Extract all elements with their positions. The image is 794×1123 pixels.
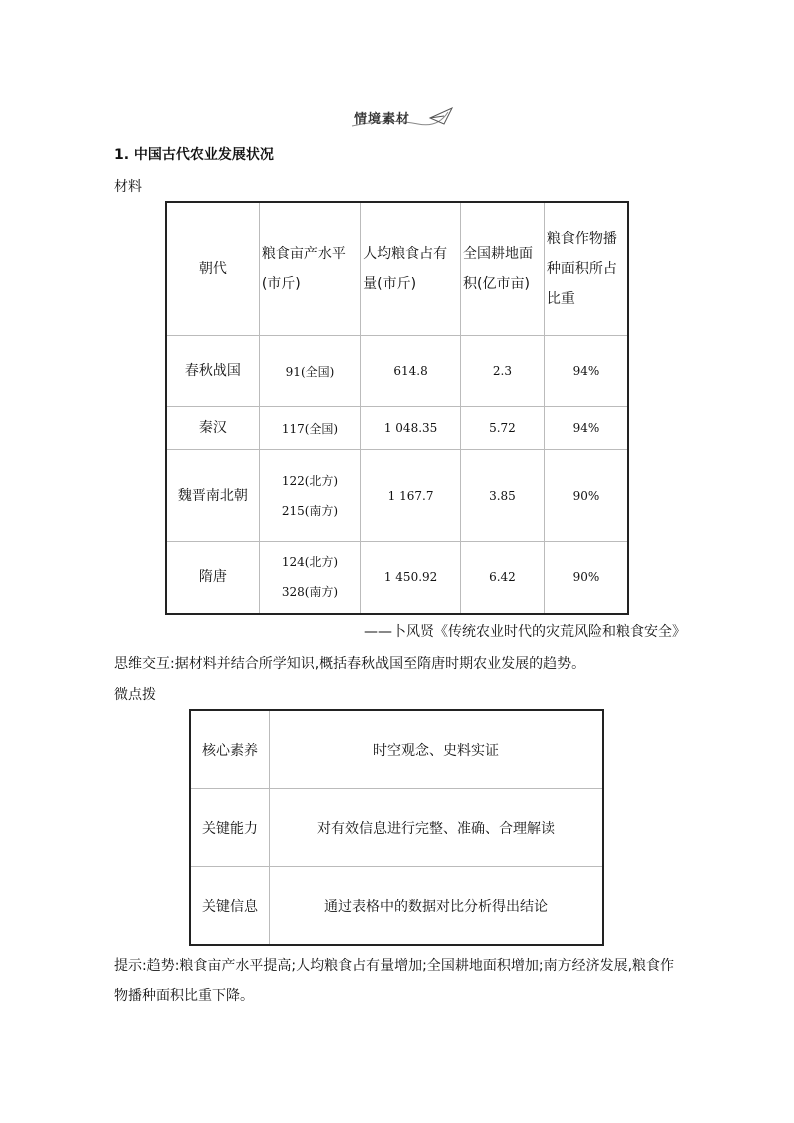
table-row	[166, 542, 628, 614]
table-row	[166, 407, 628, 450]
table-row	[166, 336, 628, 407]
yield-north: 122(北方)	[281, 473, 339, 488]
table-header-row	[166, 202, 628, 336]
yield-cell	[259, 542, 360, 614]
yield-cell: 91(全国)	[259, 336, 360, 407]
header-cell: 全国耕地面积(亿市亩)	[460, 202, 544, 336]
banner-label: 情境素材	[354, 112, 411, 127]
area-cell: 3.85	[460, 450, 544, 542]
yield-cell: 117(全国)	[259, 407, 360, 450]
yield-south: 215(南方)	[281, 503, 339, 518]
area-cell: 2.3	[460, 336, 544, 407]
answer-text: 提示:趋势:粮食亩产水平提高;人均粮食占有量增加;全国耕地面积增加;南方经济发展,粮食作物播种面积比重下降。	[114, 958, 675, 1004]
ratio-cell: 94%	[544, 407, 628, 450]
header-cell: 粮食作物播种面积所占比重	[544, 202, 628, 336]
material-label: 材料	[114, 179, 142, 195]
hint-value-cell: 时空观念、史料实证	[270, 710, 604, 789]
question-text: 思维交互:据材料并结合所学知识,概括春秋战国至隋唐时期农业发展的趋势。	[114, 656, 586, 672]
ratio-cell: 94%	[544, 336, 628, 407]
hint-label: 微点拨	[114, 687, 156, 703]
area-cell: 6.42	[460, 542, 544, 614]
agriculture-data-table	[165, 201, 629, 615]
per-capita-cell: 614.8	[361, 336, 461, 407]
header-cell: 粮食亩产水平(市斤)	[259, 202, 360, 336]
table-row	[190, 710, 603, 789]
hint-value-cell: 通过表格中的数据对比分析得出结论	[270, 867, 604, 946]
table-row	[166, 450, 628, 542]
dynasty-cell: 春秋战国	[166, 336, 259, 407]
table-row	[190, 867, 603, 946]
hint-key-cell: 核心素养	[190, 710, 270, 789]
section-title: 1. 中国古代农业发展状况	[114, 147, 274, 163]
hint-table	[189, 709, 604, 946]
yield-north: 124(北方)	[281, 555, 339, 570]
source-citation: ——卜风贤《传统农业时代的灾荒风险和粮食安全》	[364, 624, 686, 640]
ratio-cell: 90%	[544, 450, 628, 542]
ratio-cell: 90%	[544, 542, 628, 614]
per-capita-cell: 1 167.7	[361, 450, 461, 542]
section-banner	[348, 104, 458, 130]
yield-south: 328(南方)	[281, 585, 339, 600]
header-cell: 人均粮食占有量(市斤)	[361, 202, 461, 336]
yield-cell	[259, 450, 360, 542]
table-row	[190, 789, 603, 867]
hint-key-cell: 关键信息	[190, 867, 270, 946]
hint-value-cell: 对有效信息进行完整、准确、合理解读	[270, 789, 604, 867]
area-cell: 5.72	[460, 407, 544, 450]
dynasty-cell: 魏晋南北朝	[166, 450, 259, 542]
dynasty-cell: 秦汉	[166, 407, 259, 450]
hint-key-cell: 关键能力	[190, 789, 270, 867]
dynasty-cell: 隋唐	[166, 542, 259, 614]
per-capita-cell: 1 450.92	[361, 542, 461, 614]
header-cell: 朝代	[166, 202, 259, 336]
per-capita-cell: 1 048.35	[361, 407, 461, 450]
